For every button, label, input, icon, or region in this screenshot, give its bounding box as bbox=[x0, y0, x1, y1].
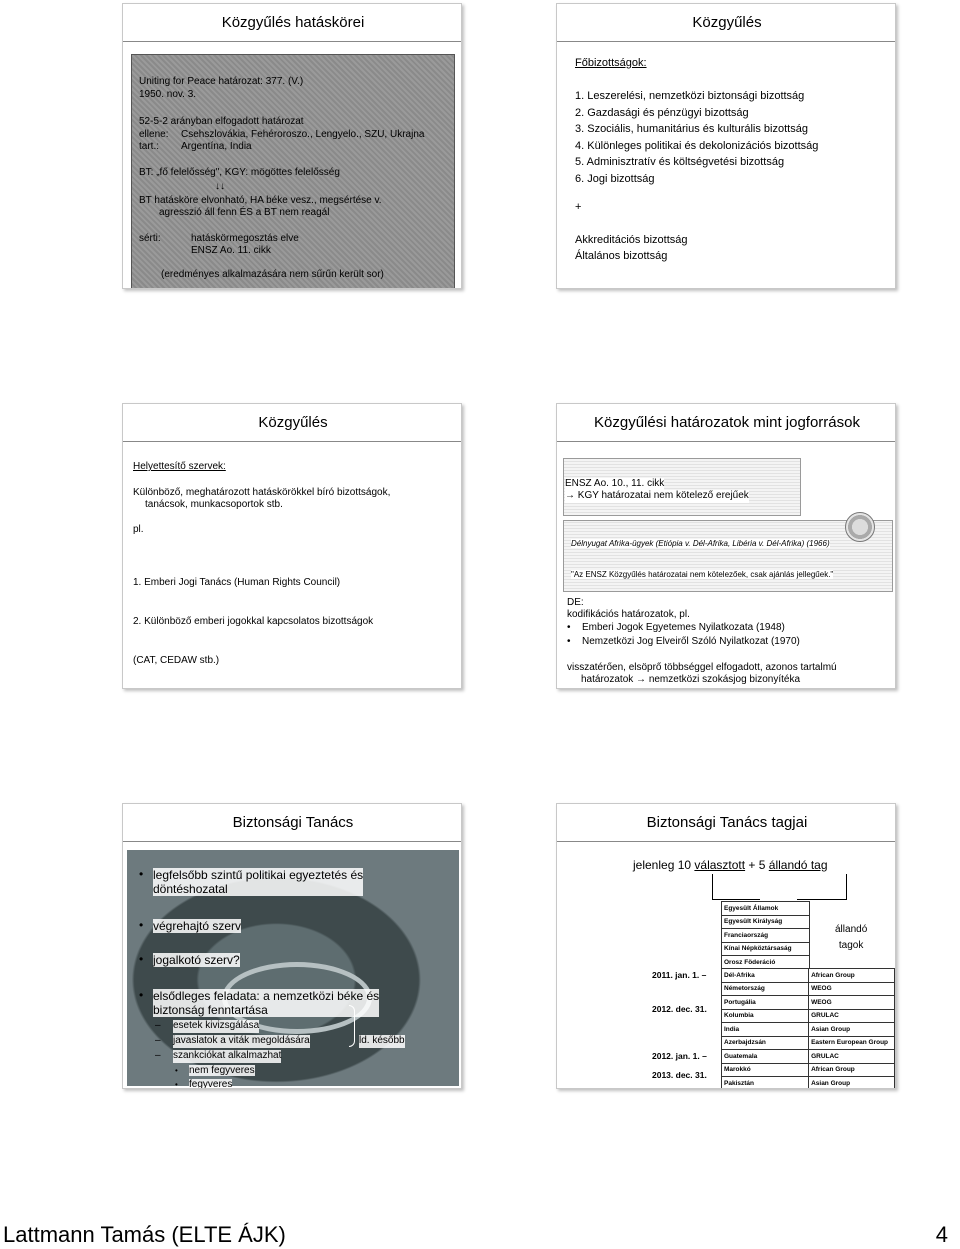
member-cell: Egyesült Államok bbox=[722, 902, 810, 916]
list-item: 2. Gazdasági és pénzügyi bizottság bbox=[575, 106, 749, 119]
term1-end: 2012. dec. 31. bbox=[652, 1004, 707, 1014]
table-row bbox=[722, 1077, 895, 1090]
slide-kozgyules-hataskorei bbox=[122, 3, 462, 289]
table-row bbox=[722, 969, 895, 983]
group-cell: WEOG bbox=[809, 996, 895, 1010]
permanent-label-line-1: állandó bbox=[835, 924, 868, 935]
country-cell: Azerbajdzsán bbox=[722, 1036, 809, 1050]
table-row bbox=[722, 956, 810, 970]
table-row bbox=[722, 1063, 895, 1077]
however-label: DE: bbox=[567, 597, 584, 608]
list-item: 4. Különleges politikai és dekolonizációs bizottság bbox=[575, 139, 819, 152]
country-cell: Pakisztán bbox=[722, 1077, 809, 1090]
brace-icon bbox=[349, 1005, 355, 1047]
composition-line bbox=[633, 858, 828, 872]
bullet-icon: • bbox=[175, 1066, 178, 1075]
charter-articles: ENSZ Ao. 10., 11. cikk bbox=[565, 478, 665, 489]
list-item: 1. Leszerelési, nemzetközi biztonsági bizottság bbox=[575, 90, 805, 102]
list-item: 1. Emberi Jogi Tanács (Human Rights Council) bbox=[133, 577, 341, 588]
resolution-title: Uniting for Peace határozat: 377. (V.) bbox=[139, 76, 304, 87]
task-investigate: esetek kivizsgálása bbox=[173, 1020, 260, 1031]
slide-title: Közgyűlés bbox=[557, 4, 896, 42]
responsibility-line: BT: „fő felelősség", KGY: mögöttes felelősség bbox=[139, 167, 340, 178]
connector-line-right bbox=[797, 874, 847, 900]
composition-mid: + 5 bbox=[745, 858, 769, 872]
country-cell: Kolumbia bbox=[722, 1009, 809, 1023]
primary-task-line-1: elsődleges feladata: a nemzetközi béke és bbox=[153, 989, 380, 1003]
table-row bbox=[722, 1023, 895, 1037]
composition-pre: jelenleg 10 bbox=[633, 858, 695, 872]
list-item: 3. Szociális, humanitárius és kulturális bizottság bbox=[575, 123, 808, 135]
example-label: pl. bbox=[133, 524, 144, 535]
see-later-note: ld. később bbox=[359, 1035, 405, 1046]
slide-title: Közgyűlés bbox=[123, 404, 462, 442]
country-cell: Dél-Afrika bbox=[722, 969, 809, 983]
permanent-members-table bbox=[721, 901, 810, 970]
list-item: 6. Jogi bizottság bbox=[575, 172, 655, 185]
table-row bbox=[722, 1009, 895, 1023]
bullet-icon: • bbox=[139, 867, 144, 881]
competence-line: BT hatásköre elvonható, HA béke vesz., megsértése v. bbox=[139, 195, 382, 206]
dash-icon: – bbox=[155, 1020, 161, 1031]
double-arrow-icon: ↓↓ bbox=[215, 181, 225, 192]
country-cell: Portugália bbox=[722, 996, 809, 1010]
resolution-date: 1950. nov. 3. bbox=[139, 89, 197, 100]
application-note: (eredményes alkalmazására nem sűrűn került sor) bbox=[161, 269, 384, 280]
permanent-label-line-2: tagok bbox=[838, 940, 864, 951]
south-west-africa-cases: Délnyugat Afrika-ügyek (Etiópia v. Dél-Afrika, Libéria v. Dél-Afrika) (1966) bbox=[571, 539, 830, 548]
term2-start: 2012. jan. 1. – bbox=[652, 1051, 707, 1061]
table-row bbox=[722, 982, 895, 996]
abstain-countries: Argentína, India bbox=[181, 141, 252, 152]
group-cell: African Group bbox=[809, 1063, 895, 1077]
table-row bbox=[722, 1036, 895, 1050]
udhr-item: Emberi Jogok Egyetemes Nyilatkozata (1948) bbox=[582, 622, 785, 633]
role-legislative: jogalkotó szerv? bbox=[153, 953, 240, 967]
slide-bt-tagjai bbox=[556, 803, 896, 1089]
primary-task bbox=[153, 989, 379, 1017]
table-row bbox=[722, 929, 810, 943]
table-row bbox=[722, 902, 810, 916]
bullet-icon: • bbox=[139, 988, 144, 1002]
term2-end: 2013. dec. 31. bbox=[652, 1070, 707, 1080]
court-quote: "Az ENSZ Közgyűlés határozatai nem kötelezőek, csak ajánlás jellegűek." bbox=[571, 570, 834, 579]
group-cell: Asian Group bbox=[809, 1077, 895, 1090]
group-cell: Asian Group bbox=[809, 1023, 895, 1037]
role-political bbox=[153, 868, 363, 896]
slide-title: Biztonsági Tanács bbox=[123, 804, 462, 842]
member-cell: Kínai Népköztársaság bbox=[722, 942, 810, 956]
term1-start: 2011. jan. 1. – bbox=[652, 970, 707, 980]
country-cell: India bbox=[722, 1023, 809, 1037]
sanction-non-armed: nem fegyveres bbox=[189, 1065, 255, 1076]
member-cell: Orosz Föderáció bbox=[722, 956, 810, 970]
credentials-committee: Akkreditációs bizottság bbox=[575, 234, 688, 246]
aggression-line: agresszió áll fenn ÉS a BT nem reagál bbox=[159, 207, 330, 218]
table-row bbox=[722, 942, 810, 956]
table-row bbox=[722, 996, 895, 1010]
charter-article: ENSZ Ao. 11. cikk bbox=[191, 245, 271, 256]
icj-seal-icon bbox=[845, 512, 875, 542]
custom-evidence-line-1: visszatérően, elsöprő többséggel elfogadott, azonos tartalmú bbox=[567, 662, 837, 673]
non-binding-line: → KGY határozatai nem kötelező erejűek bbox=[565, 490, 749, 501]
member-cell: Egyesült Királyság bbox=[722, 915, 810, 929]
plus-sign: + bbox=[575, 201, 582, 213]
country-cell: Németország bbox=[722, 982, 809, 996]
abstain-label: tart.: bbox=[139, 141, 160, 152]
slide-title: Biztonsági Tanács tagjai bbox=[557, 804, 896, 842]
permanent-label bbox=[835, 922, 867, 954]
role-political-line-2: döntéshozatal bbox=[153, 882, 228, 896]
group-cell: WEOG bbox=[809, 982, 895, 996]
member-cell: Franciaország bbox=[722, 929, 810, 943]
icj-judgment-scan-image bbox=[563, 520, 893, 592]
table-row bbox=[722, 1050, 895, 1064]
group-cell: Eastern European Group bbox=[809, 1036, 895, 1050]
vote-ratio: 52-5-2 arányban elfogadott határozat bbox=[139, 116, 304, 127]
primary-task-line-2: biztonság fenntartása bbox=[153, 1003, 268, 1017]
task-sanctions: szankciókat alkalmazhat bbox=[173, 1050, 282, 1061]
country-cell: Marokkó bbox=[722, 1063, 809, 1077]
violated-principle: hatáskörmegosztás elve bbox=[191, 233, 299, 244]
subsidiary-organs-list bbox=[133, 550, 384, 689]
main-committees-heading: Főbizottságok: bbox=[575, 57, 647, 69]
slide-title: Közgyűlési határozatok mint jogforrások bbox=[557, 404, 896, 442]
list-item: (CAT, CEDAW stb.) bbox=[133, 655, 220, 666]
group-cell: GRULAC bbox=[809, 1009, 895, 1023]
permanent-word: állandó tag bbox=[768, 858, 828, 872]
country-cell: Guatemala bbox=[722, 1050, 809, 1064]
slide-kgy-hatarozatok-jogforrasok bbox=[556, 403, 896, 689]
custom-evidence-line-2: határozatok → nemzetközi szokásjog bizonyítéka bbox=[581, 674, 800, 685]
list-item: 5. Adminisztratív és költségvetési bizottság bbox=[575, 156, 785, 168]
page-number: 4 bbox=[935, 1222, 948, 1247]
dash-icon: – bbox=[155, 1035, 161, 1046]
connector-line-left bbox=[712, 874, 760, 900]
sanction-armed bbox=[189, 1079, 232, 1089]
intro-line-2: tanácsok, munkacsoportok stb. bbox=[145, 499, 283, 510]
slide-kozgyules-fobizottsagok bbox=[556, 3, 896, 289]
main-committees-list bbox=[575, 88, 818, 187]
group-cell: African Group bbox=[809, 969, 895, 983]
bullet-icon: • bbox=[139, 918, 144, 932]
bullet-icon: • bbox=[567, 636, 571, 647]
role-executive: végrehajtó szerv bbox=[153, 919, 242, 933]
slide-title: Közgyűlés hatáskörei bbox=[123, 4, 462, 42]
bullet-icon: • bbox=[567, 622, 571, 633]
violates-label: sérti: bbox=[139, 233, 161, 244]
table-row bbox=[722, 915, 810, 929]
list-item: 2. Különböző emberi jogokkal kapcsolatos bizottságok bbox=[133, 616, 374, 627]
elected-word: választott bbox=[694, 858, 746, 872]
elected-members-table bbox=[721, 968, 895, 1089]
slide-biztonsagi-tanacs bbox=[122, 803, 462, 1089]
friendly-relations-item: Nemzetközi Jog Elveiről Szóló Nyilatkozat (1970) bbox=[582, 636, 800, 647]
general-committee: Általános bizottság bbox=[575, 250, 668, 262]
group-cell: GRULAC bbox=[809, 1050, 895, 1064]
slide-kozgyules-helyettesito bbox=[122, 403, 462, 689]
codification-line: kodifikációs határozatok, pl. bbox=[567, 609, 690, 620]
bullet-icon: • bbox=[175, 1080, 178, 1089]
task-recommend: javaslatok a viták megoldására bbox=[173, 1035, 310, 1046]
against-label: ellene: bbox=[139, 129, 169, 140]
sanction-armed-text: fegyveres bbox=[189, 1079, 233, 1089]
subsidiary-organs-heading: Helyettesítő szervek: bbox=[133, 461, 226, 472]
role-political-line-1: legfelsőbb szintű politikai egyeztetés és bbox=[153, 868, 364, 882]
intro-line-1: Különböző, meghatározott hatáskörökkel bíró bizottságok, bbox=[133, 487, 391, 498]
bullet-icon: • bbox=[139, 952, 144, 966]
against-countries: Csehszlovákia, Fehéroroszo., Lengyelo., SZU, Ukrajna bbox=[181, 129, 425, 140]
dash-icon: – bbox=[155, 1050, 161, 1061]
footer-author: Lattmann Tamás (ELTE ÁJK) bbox=[3, 1222, 286, 1247]
